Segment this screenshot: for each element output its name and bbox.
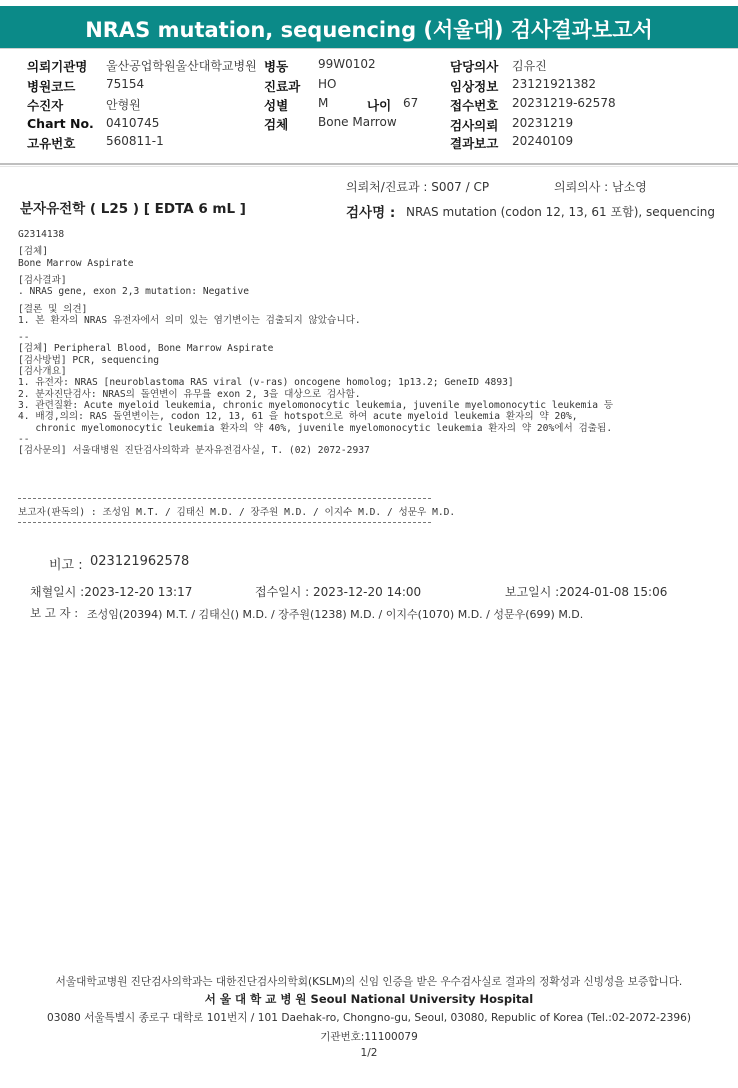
hospital-name: 서 울 대 학 교 병 원 Seoul National University Hospital: [204, 992, 534, 1006]
department-value: HO: [318, 77, 337, 91]
patient-value: 안형원: [106, 98, 141, 112]
age-value: 67: [403, 96, 419, 110]
report-line: [검사개요]: [18, 366, 67, 377]
clinical-info-label: 임상정보: [450, 79, 499, 94]
doctor-label: 담당의사: [450, 59, 499, 74]
receipt-no-label: 접수번호: [450, 98, 499, 113]
receipt-time: 접수일시 : 2023-12-20 14:00: [255, 585, 422, 599]
report-line: Bone Marrow Aspirate: [18, 257, 134, 269]
hospital-code-value: 75154: [106, 77, 145, 91]
report-time: 보고일시 :2024-01-08 15:06: [505, 585, 668, 599]
request-date-value: 20231219: [512, 116, 574, 130]
header-divider-shadow: [0, 166, 738, 167]
report-line: G2314138: [18, 229, 65, 240]
report-line: 1. 유전자: NRAS [neuroblastoma RAS viral (v-ras) oncogene homolog; 1p13.2; GeneID 4893]: [18, 377, 514, 389]
report-line: [검체]: [18, 246, 49, 258]
test-name-label: 검사명 :: [346, 205, 396, 221]
doctor-value: 김유진: [512, 59, 547, 73]
chart-no-value: 0410745: [106, 116, 160, 130]
page-number: 1/2: [360, 1047, 378, 1059]
specimen-value: Bone Marrow: [318, 115, 397, 129]
patient-label: 수진자: [27, 98, 64, 113]
report-title: NRAS mutation, sequencing (서울대) 검사결과보고서: [85, 18, 653, 42]
report-line: 3. 관련질환: Acute myeloid leukemia, chronic myelomonocytic leukemia, juvenile myelomonocytic leukemia 등: [18, 399, 614, 411]
section-title: 분자유전학 ( L25 ) [ EDTA 6 mL ]: [20, 201, 246, 217]
clinical-info-value: 23121921382: [512, 77, 596, 91]
report-line: chronic myelomonocytic leukemia 환자의 약 40%, juvenile myelomonocytic leukemia 환자의 약 20%에서 검출됨.: [18, 422, 613, 434]
certification-note: 서울대학교병원 진단검사의학과는 대한진단검사의학회(KSLM)의 신임 인증을 받은 우수검사실로 결과의 정확성과 신빙성을 보증합니다.: [55, 976, 683, 988]
receipt-no-value: 20231219-62578: [512, 96, 616, 110]
collection-time: 채혈일시 :2023-12-20 13:17: [30, 585, 193, 599]
referring-doctor: 의뢰의사 : 남소영: [554, 180, 647, 194]
sex-label: 성별: [264, 98, 289, 113]
specimen-label: 검체: [264, 117, 289, 132]
reporters-line: 보고자(판독의) : 조성임 M.T. / 김태신 M.D. / 장주원 M.D. / 이지수 M.D. / 성문우 M.D.: [18, 507, 456, 518]
report-title-bar: [0, 6, 738, 49]
hospital-name-value: 울산공업학원울산대학교병원: [106, 59, 257, 73]
remark-value: 023121962578: [90, 554, 190, 569]
unique-no-label: 고유번호: [27, 136, 76, 151]
report-line: [결론 및 의견]: [18, 303, 88, 315]
report-line: 2. 분자진단검사: NRAS의 돌연변이 유무를 exon 2, 3을 대상으로 검사함.: [18, 388, 361, 400]
ward-label: 병동: [264, 59, 289, 74]
hospital-code-label: 병원코드: [27, 79, 76, 94]
age-label: 나이: [367, 98, 392, 113]
institution-number: 기관번호:11100079: [320, 1031, 418, 1043]
hospital-name-label: 의뢰기관명: [27, 59, 88, 74]
referral-info: 의뢰처/진료과 : S007 / CP: [346, 180, 490, 194]
report-line: [검체] Peripheral Blood, Bone Marrow Aspirate: [18, 343, 274, 355]
sex-value: M: [318, 96, 329, 110]
hospital-address: 03080 서울특별시 종로구 대학로 101번지 / 101 Daehak-ro, Chongno-gu, Seoul, 03080, Republic of Korea (Tel.:02-2072-2396): [47, 1012, 691, 1024]
report-line: . NRAS gene, exon 2,3 mutation: Negative: [18, 286, 250, 298]
reporter-value: 조성임(20394) M.T. / 김태신() M.D. / 장주원(1238) M.D. / 이지수(1070) M.D. / 성문우(699) M.D.: [87, 608, 584, 621]
report-date-value: 20240109: [512, 134, 574, 148]
report-date-label: 결과보고: [450, 136, 499, 151]
dashed-divider-top: [18, 498, 431, 499]
test-name-value: NRAS mutation (codon 12, 13, 61 포함), sequencing: [406, 205, 715, 219]
chart-no-label: Chart No.: [27, 116, 94, 131]
remark-label: 비고 :: [49, 558, 83, 573]
request-date-label: 검사의뢰: [450, 118, 499, 133]
report-line: [검사문의] 서울대병원 진단검사의학과 분자유전검사실, T. (02) 2072-2937: [18, 445, 370, 457]
ward-value: 99W0102: [318, 57, 376, 71]
report-line: [검사방법] PCR, sequencing: [18, 354, 160, 366]
report-line: [검사결과]: [18, 274, 67, 286]
header-divider: [0, 163, 738, 165]
report-line: --: [18, 433, 30, 445]
department-label: 진료과: [264, 79, 301, 94]
report-line: 1. 본 환자의 NRAS 유전자에서 의미 있는 염기변이는 검출되지 않았습니다.: [18, 314, 361, 326]
unique-no-value: 560811-1: [106, 134, 164, 148]
report-line: 4. 배경,의의: RAS 돌연변이는, codon 12, 13, 61 을 hotspot으로 하여 acute myeloid leukemia 환자의 약 20%,: [18, 411, 578, 423]
reporter-label: 보 고 자 :: [30, 606, 79, 620]
dashed-divider-bottom: [18, 522, 431, 523]
report-line: --: [18, 332, 30, 344]
